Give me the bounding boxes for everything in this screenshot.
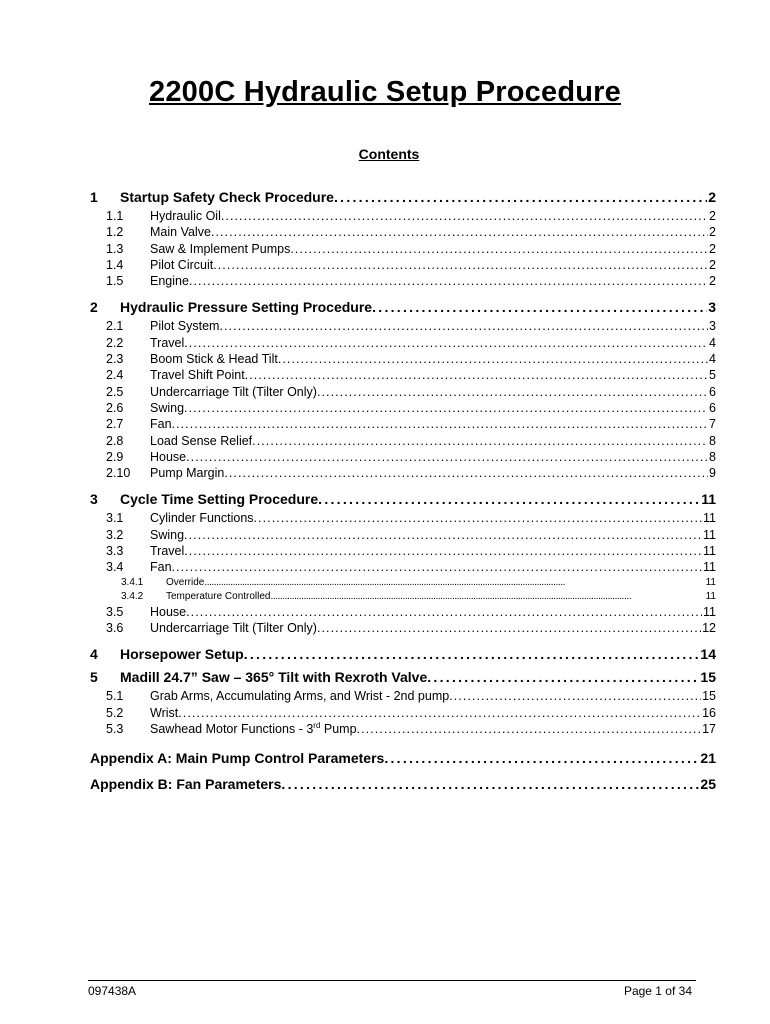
toc-number: 3.4.2 <box>121 590 144 602</box>
toc-label: Fan <box>150 417 172 432</box>
toc-page: 2 <box>709 225 716 240</box>
toc-entry-2-6[interactable] <box>90 401 716 417</box>
toc-page: 2 <box>708 189 716 205</box>
toc-number: 2.8 <box>106 433 124 448</box>
toc-entry-2-8[interactable] <box>90 434 716 450</box>
toc-number: 5.1 <box>106 689 124 704</box>
toc-number: 3.2 <box>106 527 124 542</box>
toc-number: 1 <box>90 189 98 205</box>
toc-page: 6 <box>709 384 716 399</box>
toc-label <box>150 722 357 736</box>
toc-entry-3-4[interactable] <box>90 560 716 576</box>
toc-page: 11 <box>705 576 716 588</box>
dot-leader <box>318 491 700 507</box>
toc-page: 6 <box>709 400 716 415</box>
toc-label: Hydraulic Pressure Setting Procedure <box>120 299 373 316</box>
toc-label: Temperature Controlled <box>166 590 271 602</box>
dot-leader <box>184 528 702 542</box>
toc-page: 11 <box>703 544 716 559</box>
toc-number: 4 <box>90 646 98 663</box>
toc-page: 12 <box>702 620 716 635</box>
document-title: 2200C Hydraulic Setup Procedure <box>149 76 621 108</box>
toc-label: Pilot System <box>150 319 220 334</box>
toc-entry-section-3[interactable] <box>90 491 716 511</box>
toc-label: House <box>150 449 187 464</box>
toc-page: 11 <box>703 527 716 542</box>
toc-number: 1.3 <box>106 241 124 256</box>
toc-label-text-suffix: Pump <box>320 721 357 736</box>
toc-label: Pilot Circuit <box>150 257 214 272</box>
dot-leader <box>213 258 708 272</box>
toc-entry-2-2[interactable] <box>90 336 716 352</box>
toc-label: Horsepower Setup <box>120 646 244 663</box>
toc-label: Undercarriage Tilt (Tilter Only) <box>150 620 317 635</box>
dot-leader <box>189 274 708 288</box>
dot-leader <box>221 209 708 223</box>
toc-number: 3.3 <box>106 544 124 559</box>
toc-label: Engine <box>150 274 189 289</box>
toc-page: 5 <box>709 368 716 383</box>
toc-entry-3-4-1[interactable] <box>90 577 716 591</box>
toc-entry-section-2[interactable] <box>90 299 716 319</box>
toc-number: 2 <box>90 299 98 316</box>
toc-entry-2-1[interactable] <box>90 319 716 335</box>
dot-leader <box>184 401 708 415</box>
toc-page: 17 <box>702 721 716 736</box>
toc-page: 9 <box>709 466 716 481</box>
toc-number: 2.4 <box>106 368 124 383</box>
toc-page: 11 <box>703 560 716 575</box>
toc-label: Appendix A: Main Pump Control Parameters <box>90 750 385 767</box>
toc-page: 11 <box>701 491 716 508</box>
toc-number: 1.2 <box>106 225 124 240</box>
footer-page-number: Page 1 of 34 <box>623 984 692 998</box>
toc-number: 3.5 <box>106 604 124 619</box>
toc-entry-3-4-2[interactable] <box>90 591 716 605</box>
toc-number: 3.4 <box>106 560 124 575</box>
toc-label: Grab Arms, Accumulating Arms, and Wrist - 2nd pump <box>150 689 450 704</box>
dot-leader <box>271 591 705 602</box>
toc-entry-2-7[interactable] <box>90 417 716 433</box>
toc-label: Undercarriage Tilt (Tilter Only) <box>150 384 317 399</box>
dot-leader <box>278 352 708 366</box>
dot-leader <box>172 417 709 431</box>
toc-page: 7 <box>709 417 716 432</box>
dot-leader <box>186 605 702 619</box>
toc-number: 3.6 <box>106 620 124 635</box>
toc-label: Saw & Implement Pumps <box>150 241 291 256</box>
toc-entry-section-1[interactable] <box>90 189 716 209</box>
toc-number: 3.1 <box>106 511 124 526</box>
toc-page: 8 <box>709 433 716 448</box>
footer-divider <box>88 980 696 981</box>
toc-entry-2-4[interactable] <box>90 368 716 384</box>
toc-number: 2.1 <box>106 319 124 334</box>
dot-leader <box>254 511 703 525</box>
dot-leader <box>184 544 702 558</box>
toc-entry-3-5[interactable] <box>90 605 716 621</box>
toc-number: 2.10 <box>106 466 131 481</box>
toc-page: 3 <box>708 299 716 316</box>
dot-leader <box>290 242 708 256</box>
table-of-contents <box>90 186 716 796</box>
footer-doc-number: 097438A <box>88 984 137 998</box>
toc-page: 16 <box>702 705 716 720</box>
toc-label: Swing <box>150 400 185 415</box>
toc-number: 2.5 <box>106 384 124 399</box>
toc-page: 11 <box>705 590 716 602</box>
dot-leader <box>281 776 699 792</box>
toc-page: 8 <box>709 449 716 464</box>
toc-page: 11 <box>703 511 716 526</box>
toc-label: Wrist <box>150 705 179 720</box>
dot-leader <box>204 577 704 588</box>
toc-label: Load Sense Relief <box>150 433 253 448</box>
toc-label: Appendix B: Fan Parameters <box>90 776 282 793</box>
toc-entry-2-10[interactable] <box>90 466 716 482</box>
toc-label-text: Sawhead Motor Functions - 3 <box>150 721 314 736</box>
toc-entry-2-3[interactable] <box>90 352 716 368</box>
dot-leader <box>317 385 708 399</box>
toc-entry-1-1[interactable] <box>90 209 716 225</box>
toc-number: 5.2 <box>106 705 124 720</box>
toc-entry-3-6[interactable] <box>90 621 716 637</box>
toc-number: 1.4 <box>106 257 124 272</box>
toc-number: 3 <box>90 491 98 508</box>
contents-heading: Contents <box>358 146 420 162</box>
toc-number: 1.1 <box>106 209 124 223</box>
toc-entry-1-2[interactable] <box>90 225 716 241</box>
dot-leader <box>178 706 701 720</box>
toc-entry-appendix-b[interactable] <box>90 776 716 796</box>
toc-page: 2 <box>709 257 716 272</box>
dot-leader <box>252 434 708 448</box>
dot-leader <box>427 669 699 685</box>
toc-number: 5.3 <box>106 721 124 736</box>
toc-label: House <box>150 604 187 619</box>
dot-leader <box>372 299 707 315</box>
toc-page: 14 <box>700 646 716 663</box>
toc-label: Override <box>166 576 205 588</box>
toc-page: 2 <box>709 241 716 256</box>
toc-label: Pump Margin <box>150 466 225 481</box>
toc-number: 5 <box>90 669 98 686</box>
dot-leader <box>384 750 699 766</box>
toc-number: 2.7 <box>106 417 124 432</box>
toc-page: 3 <box>709 319 716 334</box>
toc-entry-1-4[interactable] <box>90 258 716 274</box>
toc-entry-section-4[interactable] <box>90 646 716 666</box>
toc-label: Startup Safety Check Procedure <box>120 189 334 205</box>
toc-entry-appendix-a[interactable] <box>90 750 716 770</box>
toc-entry-section-5[interactable] <box>90 669 716 689</box>
dot-leader <box>244 646 700 662</box>
dot-leader <box>224 466 708 480</box>
toc-entry-2-9[interactable] <box>90 450 716 466</box>
dot-leader <box>334 189 707 205</box>
dot-leader <box>211 225 708 239</box>
toc-label: Main Valve <box>150 225 211 240</box>
toc-entry-5-2[interactable] <box>90 706 716 722</box>
dot-leader <box>357 722 702 736</box>
toc-entry-1-3[interactable] <box>90 242 716 258</box>
dot-leader <box>172 560 702 574</box>
dot-leader <box>186 450 708 464</box>
toc-page: 2 <box>709 274 716 289</box>
toc-page: 2 <box>709 209 716 223</box>
toc-label: Madill 24.7” Saw – 365° Tilt with Rexroth Valve <box>120 669 428 686</box>
toc-label: Travel <box>150 335 185 350</box>
toc-entry-3-3[interactable] <box>90 544 716 560</box>
toc-label: Boom Stick & Head Tilt <box>150 352 278 367</box>
toc-entry-3-1[interactable] <box>90 511 716 527</box>
toc-page: 25 <box>700 776 716 793</box>
dot-leader <box>184 336 708 350</box>
toc-page: 15 <box>702 689 716 704</box>
toc-entry-2-5[interactable] <box>90 385 716 401</box>
toc-page: 4 <box>709 352 716 367</box>
toc-entry-3-2[interactable] <box>90 528 716 544</box>
dot-leader <box>449 689 701 703</box>
toc-number: 1.5 <box>106 274 124 289</box>
toc-label: Hydraulic Oil <box>150 209 221 223</box>
toc-number: 2.6 <box>106 400 124 415</box>
toc-page: 21 <box>700 750 716 767</box>
toc-label: Fan <box>150 560 172 575</box>
toc-number: 3.4.1 <box>121 576 144 588</box>
toc-page: 4 <box>709 335 716 350</box>
toc-label: Cycle Time Setting Procedure <box>120 491 319 508</box>
toc-page: 11 <box>703 604 716 619</box>
toc-label: Travel <box>150 544 185 559</box>
toc-entry-5-3[interactable] <box>90 722 716 738</box>
toc-label: Travel Shift Point <box>150 368 245 383</box>
toc-page: 15 <box>700 669 716 686</box>
toc-number: 2.3 <box>106 352 124 367</box>
dot-leader <box>317 621 701 635</box>
superscript-ordinal: rd <box>313 721 321 730</box>
toc-number: 2.9 <box>106 449 124 464</box>
dot-leader <box>245 368 708 382</box>
toc-label: Cylinder Functions <box>150 511 254 526</box>
toc-number: 2.2 <box>106 335 124 350</box>
toc-entry-5-1[interactable] <box>90 689 716 705</box>
dot-leader <box>219 319 708 333</box>
toc-entry-1-5[interactable] <box>90 274 716 290</box>
toc-label: Swing <box>150 527 185 542</box>
